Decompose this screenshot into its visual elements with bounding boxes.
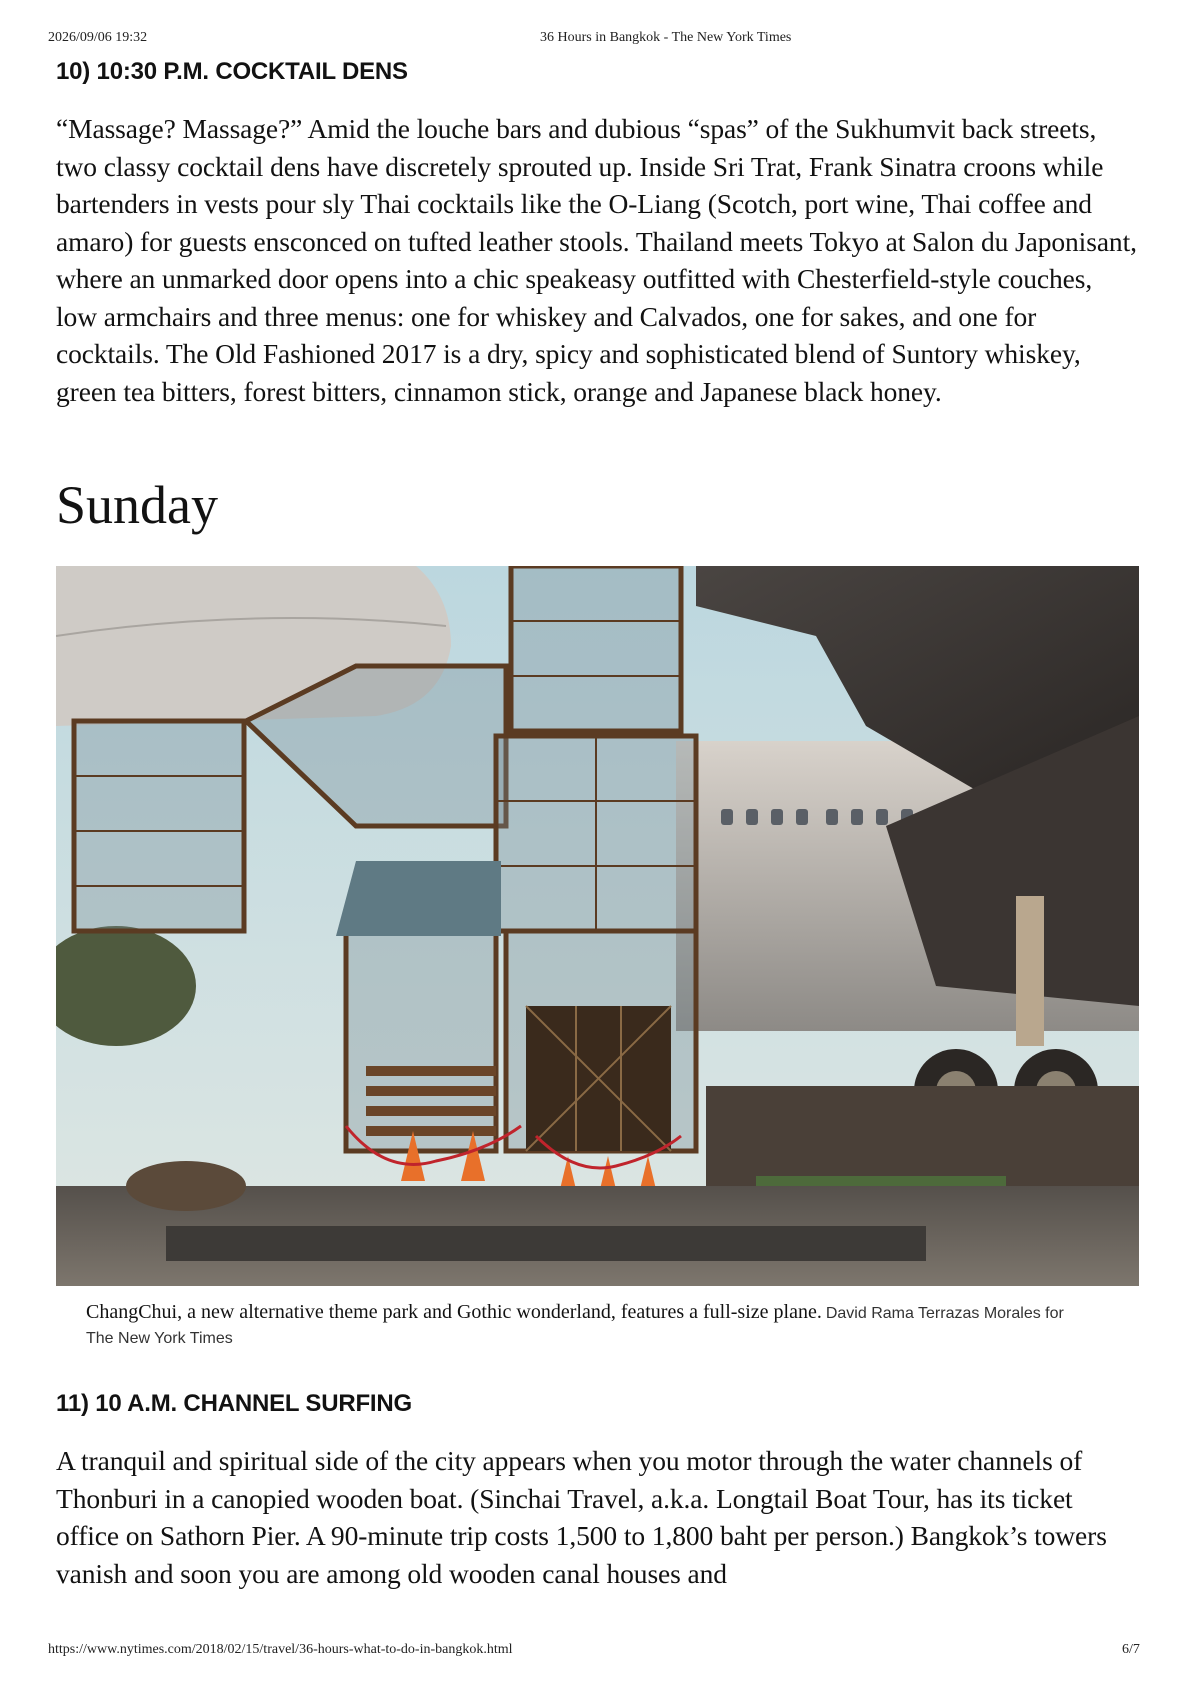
caption-text: ChangChui, a new alternative theme park and Gothic wonderland, features a full-size plane.	[86, 1301, 822, 1323]
day-heading-wrap	[56, 474, 1138, 536]
section-11	[56, 1390, 1138, 1418]
section-11-body: A tranquil and spiritual side of the city appears when you motor through the water channels of Thonburi in a canopied wooden boat. (Sinchai Travel, a.k.a. Longtail Boat Tour, has its ticket office on Sathorn Pier. A 90-minute trip costs 1,500 to 1,800 baht per person.) Bangkok’s towers vanish and soon you are among old wooden canal houses and	[56, 1445, 1107, 1589]
section-10-heading: 10) 10:30 P.M. COCKTAIL DENS	[56, 58, 408, 85]
section-10-body: “Massage? Massage?” Amid the louche bars and dubious “spas” of the Sukhumvit back streets, two classy cocktail dens have discretely sprouted up. Inside Sri Trat, Frank Sinatra croons while bartenders in vests pour sly Thai cocktails like the O-Liang (Scotch, port wine, Thai coffee and amaro) for guests ensconced on tufted leather stools. Thailand meets Tokyo at Salon du Japonisant, where an unmarked door opens into a chic speakeasy outfitted with Chesterfield-style couches, low armchairs and three menus: one for whiskey and Calvados, one for sakes, and one for cocktails. The Old Fashioned 2017 is a dry, spicy and sophisticated blend of Suntory whiskey, green tea bitters, forest bitters, cinnamon stick, orange and Japanese black honey.	[56, 113, 1137, 407]
changchui-photo	[56, 566, 1139, 1286]
print-page-number: 6/7	[1122, 1642, 1140, 1657]
day-heading: Sunday	[56, 475, 218, 535]
photo-caption	[86, 1300, 1086, 1351]
print-datetime: 2026/09/06 19:32	[48, 30, 148, 45]
section-11-body-wrap	[56, 1442, 1138, 1592]
section-10-body-wrap	[56, 110, 1138, 410]
photo-credit: David Rama Terrazas Morales for The New York Times	[86, 1305, 1064, 1347]
section-10	[56, 58, 1138, 86]
print-url: https://www.nytimes.com/2018/02/15/travel/36-hours-what-to-do-in-bangkok.html	[48, 1642, 513, 1657]
print-page-title: 36 Hours in Bangkok - The New York Times	[540, 30, 792, 45]
print-header	[0, 30, 1190, 48]
section-11-heading: 11) 10 A.M. CHANNEL SURFING	[56, 1390, 412, 1417]
